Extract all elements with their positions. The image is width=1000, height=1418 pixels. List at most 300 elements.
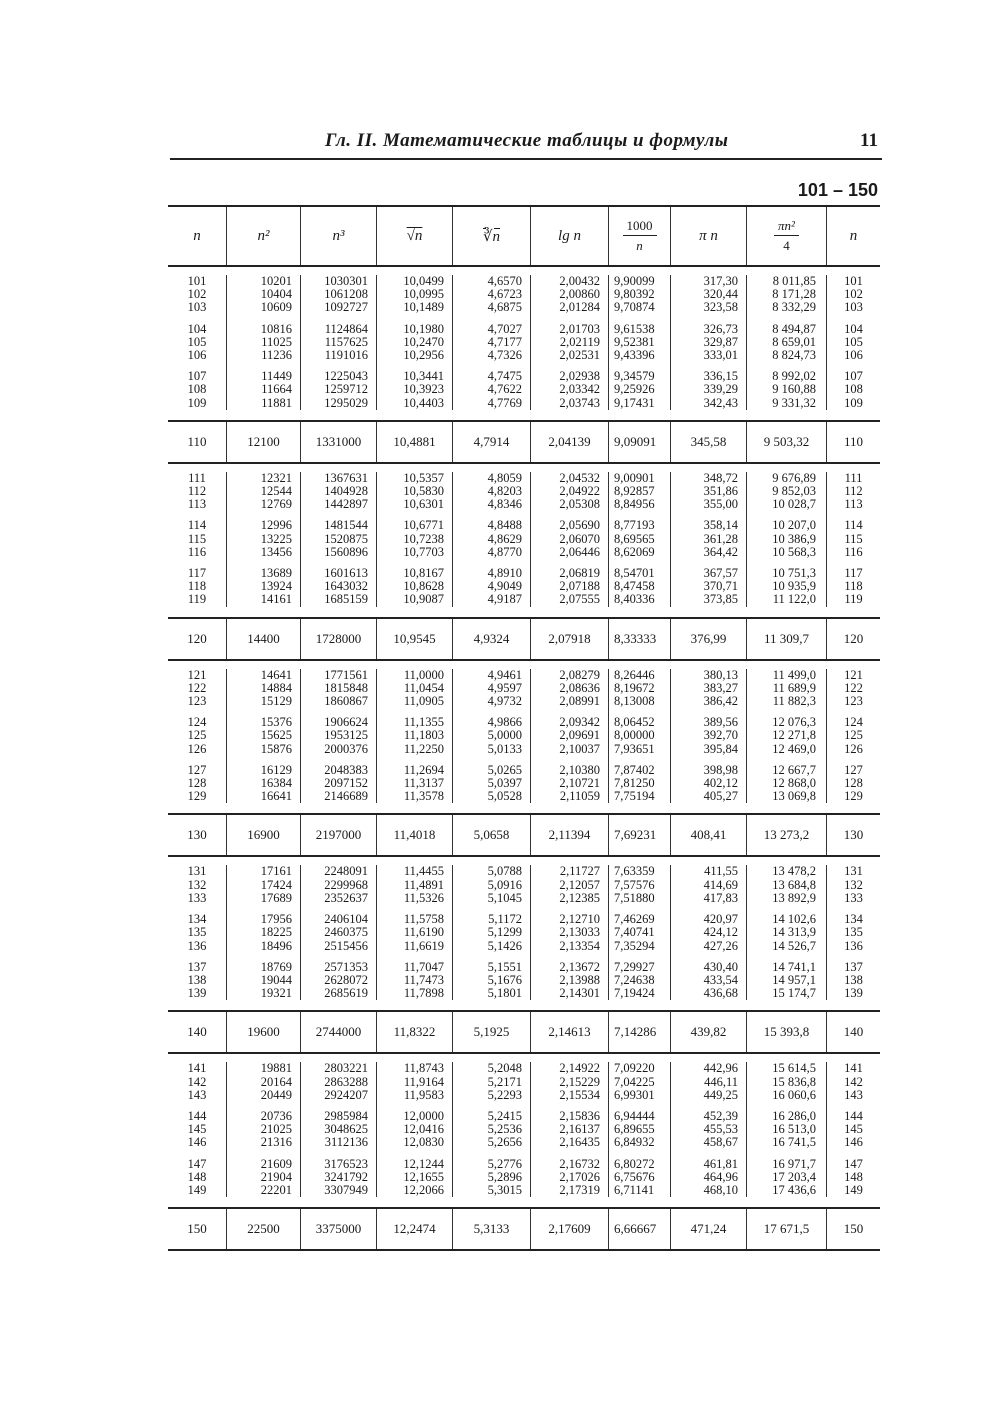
table-cell: 11,7473 — [403, 972, 444, 987]
table-cell: 14 741,1 — [772, 959, 816, 974]
table-cell: 11,8743 — [403, 1061, 444, 1076]
table-cell: 11,1355 — [403, 715, 444, 730]
table-cell: 2,02938 — [559, 369, 600, 384]
table-cell: 2,01703 — [559, 321, 600, 336]
table-cell: 442,96 — [703, 1061, 738, 1076]
table-cell: 109 — [187, 395, 207, 410]
table-cell: 1295029 — [324, 395, 368, 410]
table-cell: 4,8629 — [487, 531, 522, 546]
table-cell: 326,73 — [703, 321, 738, 336]
table-cell: 116 — [187, 544, 207, 559]
table-cell: 118 — [187, 579, 207, 594]
table-cell: 13 069,8 — [772, 789, 816, 804]
table-cell: 10,2470 — [403, 334, 444, 349]
table-cell: 9,43396 — [614, 348, 655, 363]
table-cell: 7,19424 — [614, 986, 655, 1001]
table-cell: 9,90099 — [614, 274, 655, 288]
table-cell: 10,6301 — [403, 497, 444, 512]
table-cell: 2515456 — [324, 938, 368, 953]
table-cell: 4,8346 — [487, 497, 522, 512]
cell-lg: 2,07918 — [530, 619, 608, 659]
table-cell: 12 271,8 — [772, 728, 816, 743]
table-cell: 2,05308 — [559, 497, 600, 512]
table-cell: 11,5326 — [403, 890, 444, 905]
table-cell: 370,71 — [703, 579, 738, 594]
cell-sqrt: 10,4881 — [376, 422, 452, 462]
table-cell: 358,14 — [703, 518, 738, 533]
table-cell: 10,7703 — [403, 544, 444, 559]
table-cell: 1953125 — [324, 728, 368, 743]
table-cell: 128 — [844, 776, 863, 791]
cell-circle-area: 11 309,7 — [746, 619, 826, 659]
table-cell: 2,17319 — [559, 1182, 600, 1197]
table-cell: 141 — [844, 1061, 863, 1076]
table-cell: 5,3015 — [487, 1182, 522, 1197]
table-cell: 16 286,0 — [772, 1108, 816, 1123]
table-cell: 424,12 — [703, 925, 738, 940]
table-row-decade — [168, 1012, 880, 1054]
table-cell: 115 — [844, 531, 863, 546]
cell-sqrt: 11,8322 — [376, 1012, 452, 1052]
table-cell: 133 — [844, 890, 863, 905]
table-cell: 2048383 — [324, 762, 368, 777]
table-cell: 126 — [844, 741, 863, 756]
table-row-group — [168, 661, 880, 816]
table-cell: 8,06452 — [614, 715, 655, 730]
table-cell: 12,2066 — [403, 1182, 444, 1197]
table-cell: 15129 — [260, 694, 292, 709]
table-cell: 10,3923 — [403, 382, 444, 397]
table-cell: 2,08636 — [559, 680, 600, 695]
table-cell: 333,01 — [703, 348, 738, 363]
table-cell: 10201 — [260, 274, 292, 288]
table-cell: 2,13988 — [559, 972, 600, 987]
table-cell: 7,04225 — [614, 1074, 655, 1089]
cell-n-squared: 14400 — [226, 619, 300, 659]
cell-lg: 2,04139 — [530, 422, 608, 462]
table-range: 101 – 150 — [797, 180, 878, 200]
cell-reciprocal: 7,14286 — [608, 1012, 670, 1052]
table-cell: 351,86 — [703, 484, 738, 499]
table-cell: 3307949 — [324, 1182, 368, 1197]
table-cell: 11,3137 — [403, 776, 444, 791]
table-cell: 7,87402 — [614, 762, 655, 777]
table-cell: 2,15229 — [559, 1074, 600, 1089]
table-cell: 18769 — [260, 959, 292, 974]
table-cell: 112 — [844, 484, 863, 499]
table-cell: 104 — [844, 321, 863, 336]
table-cell: 116 — [844, 544, 863, 559]
table-cell: 6,80272 — [614, 1156, 655, 1171]
table-cell: 10,7238 — [403, 531, 444, 546]
table-cell: 5,1426 — [487, 938, 522, 953]
cell-n-column — [168, 275, 226, 410]
table-cell: 146 — [844, 1135, 863, 1150]
table-cell: 1030301 — [324, 274, 368, 288]
table-cell: 103 — [844, 300, 863, 315]
table-cell: 144 — [187, 1108, 207, 1123]
cell-cbrt-column — [452, 472, 530, 607]
table-cell: 5,0528 — [487, 789, 522, 804]
table-cell: 2,12057 — [559, 877, 600, 892]
table-cell: 1860867 — [324, 694, 368, 709]
table-cell: 11236 — [261, 348, 292, 363]
table-cell: 10,1489 — [403, 300, 444, 315]
table-cell: 138 — [844, 972, 863, 987]
table-cell: 4,9461 — [487, 667, 522, 682]
table-cell: 8,69565 — [614, 531, 655, 546]
table-cell: 10,6771 — [403, 518, 444, 533]
table-cell: 2,07555 — [559, 592, 600, 607]
table-cell: 2985984 — [324, 1108, 368, 1123]
cell-lg: 2,17609 — [530, 1209, 608, 1249]
cell-n-cubed: 1728000 — [300, 619, 376, 659]
cell-n-column — [168, 472, 226, 607]
table-cell: 1191016 — [324, 348, 368, 363]
table-cell: 2,04922 — [559, 484, 600, 499]
table-cell: 8,40336 — [614, 592, 655, 607]
table-cell: 4,8059 — [487, 470, 522, 485]
table-cell: 8,00000 — [614, 728, 655, 743]
cell-n-right: 110 — [826, 422, 880, 462]
table-cell: 9,80392 — [614, 287, 655, 302]
table-cell: 16 060,6 — [772, 1087, 816, 1102]
table-cell: 4,9187 — [487, 592, 522, 607]
table-cell: 112 — [187, 484, 207, 499]
table-cell: 9 160,88 — [772, 382, 816, 397]
table-cell: 1124864 — [324, 321, 368, 336]
table-row-group — [168, 1054, 880, 1209]
table-cell: 1906624 — [324, 715, 368, 730]
col-header-sqrt: √n — [376, 207, 452, 265]
table-cell: 143 — [187, 1087, 207, 1102]
table-cell: 124 — [187, 715, 207, 730]
table-cell: 2,02119 — [559, 334, 600, 349]
cell-pi-n-column — [670, 275, 746, 410]
table-cell: 15876 — [260, 741, 292, 756]
table-cell: 131 — [844, 864, 863, 879]
cell-reciprocal: 7,69231 — [608, 815, 670, 855]
table-cell: 11,6190 — [403, 925, 444, 940]
table-cell: 135 — [844, 925, 863, 940]
table-row-group — [168, 857, 880, 1012]
table-cell: 9 331,32 — [772, 395, 816, 410]
table-cell: 3176523 — [324, 1156, 368, 1171]
table-cell: 5,2171 — [487, 1074, 522, 1089]
table-cell: 8,77193 — [614, 518, 655, 533]
table-cell: 111 — [844, 470, 863, 485]
cell-lg: 2,11394 — [530, 815, 608, 855]
table-cell: 2146689 — [324, 789, 368, 804]
table-cell: 127 — [187, 762, 207, 777]
table-cell: 411,55 — [704, 864, 738, 879]
table-cell: 10,9087 — [403, 592, 444, 607]
table-cell: 2,00860 — [559, 287, 600, 302]
table-cell: 17 436,6 — [772, 1182, 816, 1197]
table-cell: 12 868,0 — [772, 776, 816, 791]
table-cell: 11,0905 — [403, 694, 444, 709]
cell-cbrt-column — [452, 1062, 530, 1197]
cell-sqrt-column — [376, 472, 452, 607]
table-cell: 6,89655 — [614, 1122, 655, 1137]
table-cell: 7,09220 — [614, 1061, 655, 1076]
table-cell: 2,11059 — [559, 789, 600, 804]
table-row-decade — [168, 1209, 880, 1251]
table-cell: 5,1676 — [487, 972, 522, 987]
table-cell: 2,14922 — [559, 1061, 600, 1076]
table-cell: 102 — [844, 287, 863, 302]
table-cell: 11,0000 — [403, 667, 444, 682]
table-cell: 16641 — [260, 789, 292, 804]
table-cell: 461,81 — [703, 1156, 738, 1171]
cell-lg-column — [530, 1062, 608, 1197]
table-cell: 12 667,7 — [772, 762, 816, 777]
table-cell: 355,00 — [703, 497, 738, 512]
cell-reciprocal-column — [608, 275, 670, 410]
table-cell: 129 — [187, 789, 207, 804]
table-cell: 405,27 — [703, 789, 738, 804]
table-cell: 10404 — [260, 287, 292, 302]
table-cell: 104 — [187, 321, 207, 336]
table-cell: 11,4455 — [403, 864, 444, 879]
table-cell: 13 892,9 — [772, 890, 816, 905]
table-row-decade — [168, 815, 880, 857]
table-cell: 2299968 — [324, 877, 368, 892]
table-cell: 8 992,02 — [772, 369, 816, 384]
cell-n-right-column — [826, 275, 880, 410]
table-cell: 8 494,87 — [772, 321, 816, 336]
cell-pi-n-column — [670, 865, 746, 1000]
cell-circle-area-column — [746, 275, 826, 410]
table-cell: 121 — [187, 667, 207, 682]
table-cell: 123 — [844, 694, 863, 709]
table-cell: 20164 — [260, 1074, 292, 1089]
cell-pi-n: 345,58 — [670, 422, 746, 462]
table-cell: 21316 — [260, 1135, 292, 1150]
table-cell: 9,52381 — [614, 334, 655, 349]
table-cell: 103 — [187, 300, 207, 315]
table-cell: 2,16137 — [559, 1122, 600, 1137]
table-cell: 2,12710 — [559, 912, 600, 927]
col-header-n-right: n — [826, 207, 880, 265]
table-cell: 2,13354 — [559, 938, 600, 953]
table-cell: 389,56 — [703, 715, 738, 730]
col-header-circle-area: $\frac{\text{πn²}}{4}$ — [746, 207, 826, 265]
table-cell: 2,13033 — [559, 925, 600, 940]
cell-sqrt-column — [376, 275, 452, 410]
table-cell: 11,2250 — [403, 741, 444, 756]
cell-reciprocal-column — [608, 669, 670, 804]
table-cell: 2,03743 — [559, 395, 600, 410]
table-cell: 13 478,2 — [772, 864, 816, 879]
table-cell: 19881 — [260, 1061, 292, 1076]
table-cell: 13 684,8 — [772, 877, 816, 892]
table-cell: 2571353 — [324, 959, 368, 974]
table-cell: 2,10380 — [559, 762, 600, 777]
table-cell: 5,2896 — [487, 1169, 522, 1184]
table-cell: 4,7475 — [487, 369, 522, 384]
table-cell: 11,5758 — [403, 912, 444, 927]
table-cell: 436,68 — [703, 986, 738, 1001]
table-cell: 113 — [844, 497, 863, 512]
table-cell: 11,1803 — [403, 728, 444, 743]
table-cell: 16129 — [260, 762, 292, 777]
cell-reciprocal-column — [608, 472, 670, 607]
table-cell: 8 171,28 — [772, 287, 816, 302]
table-cell: 9,17431 — [614, 395, 655, 410]
table-cell: 10,1980 — [403, 321, 444, 336]
table-cell: 2,09691 — [559, 728, 600, 743]
table-cell: 115 — [187, 531, 207, 546]
table-cell: 137 — [187, 959, 207, 974]
cell-circle-area-column — [746, 865, 826, 1000]
table-cell: 17161 — [260, 864, 292, 879]
cell-lg-column — [530, 865, 608, 1000]
table-cell: 380,13 — [703, 667, 738, 682]
table-cell: 108 — [844, 382, 863, 397]
cell-reciprocal: 8,33333 — [608, 619, 670, 659]
table-cell: 11 122,0 — [772, 592, 816, 607]
table-cell: 373,85 — [703, 592, 738, 607]
table-cell: 8,62069 — [614, 544, 655, 559]
table-cell: 2,06070 — [559, 531, 600, 546]
table-cell: 132 — [187, 877, 207, 892]
table-cell: 13689 — [260, 566, 292, 581]
table-cell: 4,9049 — [487, 579, 522, 594]
table-cell: 149 — [187, 1182, 207, 1197]
cell-circle-area-column — [746, 472, 826, 607]
table-cell: 17 203,4 — [772, 1169, 816, 1184]
table-cell: 12,0830 — [403, 1135, 444, 1150]
table-cell: 14 526,7 — [772, 938, 816, 953]
cell-n-squared-column — [226, 275, 300, 410]
table-cell: 2,06819 — [559, 566, 600, 581]
table-cell: 139 — [187, 986, 207, 1001]
table-cell: 4,7326 — [487, 348, 522, 363]
cell-circle-area: 9 503,32 — [746, 422, 826, 462]
table-cell: 11,2694 — [403, 762, 444, 777]
table-cell: 5,2293 — [487, 1087, 522, 1102]
table-cell: 2000376 — [324, 741, 368, 756]
table-cell: 11,9583 — [403, 1087, 444, 1102]
table-cell: 122 — [844, 680, 863, 695]
table-cell: 10 207,0 — [772, 518, 816, 533]
table-cell: 136 — [844, 938, 863, 953]
cell-sqrt: 10,9545 — [376, 619, 452, 659]
table-cell: 10,8628 — [403, 579, 444, 594]
cell-n-cubed: 1331000 — [300, 422, 376, 462]
table-cell: 430,40 — [703, 959, 738, 974]
cell-cbrt: 4,9324 — [452, 619, 530, 659]
cell-lg-column — [530, 275, 608, 410]
table-cell: 10 386,9 — [772, 531, 816, 546]
table-cell: 11025 — [261, 334, 292, 349]
table-cell: 20449 — [260, 1087, 292, 1102]
cell-pi-n-column — [670, 472, 746, 607]
cell-n-column — [168, 669, 226, 804]
table-cell: 336,15 — [703, 369, 738, 384]
table-cell: 117 — [844, 566, 863, 581]
table-cell: 2,07188 — [559, 579, 600, 594]
table-cell: 101 — [844, 274, 863, 288]
table-cell: 17956 — [260, 912, 292, 927]
table-cell: 458,67 — [703, 1135, 738, 1150]
table-cell: 4,7769 — [487, 395, 522, 410]
table-cell: 2628072 — [324, 972, 368, 987]
table-cell: 135 — [187, 925, 207, 940]
table-cell: 8 332,29 — [772, 300, 816, 315]
cell-n-right: 130 — [826, 815, 880, 855]
table-cell: 127 — [844, 762, 863, 777]
table-cell: 124 — [844, 715, 863, 730]
table-cell: 8 824,73 — [772, 348, 816, 363]
table-cell: 10 568,3 — [772, 544, 816, 559]
table-cell: 10609 — [260, 300, 292, 315]
table-cell: 14161 — [260, 592, 292, 607]
cell-n-squared-column — [226, 669, 300, 804]
table-cell: 147 — [844, 1156, 863, 1171]
table-cell: 136 — [187, 938, 207, 953]
table-cell: 4,7622 — [487, 382, 522, 397]
table-cell: 17424 — [260, 877, 292, 892]
table-cell: 16 971,7 — [772, 1156, 816, 1171]
table-row-decade — [168, 422, 880, 464]
cell-sqrt-column — [376, 1062, 452, 1197]
table-cell: 5,0788 — [487, 864, 522, 879]
cell-n-cubed: 2744000 — [300, 1012, 376, 1052]
table-cell: 107 — [187, 369, 207, 384]
table-cell: 113 — [187, 497, 207, 512]
table-cell: 13456 — [260, 544, 292, 559]
table-cell: 14 313,9 — [772, 925, 816, 940]
table-cell: 15 174,7 — [772, 986, 816, 1001]
table-cell: 2,11727 — [559, 864, 600, 879]
cell-circle-area: 13 273,2 — [746, 815, 826, 855]
table-cell: 2,03342 — [559, 382, 600, 397]
table-cell: 5,0397 — [487, 776, 522, 791]
table-cell: 121 — [844, 667, 863, 682]
table-cell: 5,1801 — [487, 986, 522, 1001]
table-cell: 348,72 — [703, 470, 738, 485]
table-cell: 126 — [187, 741, 207, 756]
table-cell: 129 — [844, 789, 863, 804]
table-cell: 131 — [187, 864, 207, 879]
table-cell: 339,29 — [703, 382, 738, 397]
table-cell: 11,7898 — [403, 986, 444, 1001]
cell-n-squared: 12100 — [226, 422, 300, 462]
table-cell: 118 — [844, 579, 863, 594]
table-cell: 4,6570 — [487, 274, 522, 288]
table-cell: 21904 — [260, 1169, 292, 1184]
table-cell: 138 — [187, 972, 207, 987]
table-cell: 16 513,0 — [772, 1122, 816, 1137]
cell-sqrt: 11,4018 — [376, 815, 452, 855]
table-cell: 1061208 — [324, 287, 368, 302]
table-cell: 114 — [187, 518, 207, 533]
table-cell: 1092727 — [324, 300, 368, 315]
table-cell: 420,97 — [703, 912, 738, 927]
cell-cbrt: 5,0658 — [452, 815, 530, 855]
table-cell: 12544 — [260, 484, 292, 499]
table-cell: 128 — [187, 776, 207, 791]
table-cell: 12,0416 — [403, 1122, 444, 1137]
table-cell: 5,1172 — [488, 912, 522, 927]
table-cell: 455,53 — [703, 1122, 738, 1137]
table-cell: 383,27 — [703, 680, 738, 695]
table-cell: 105 — [844, 334, 863, 349]
table-cell: 320,44 — [703, 287, 738, 302]
table-cell: 2,06446 — [559, 544, 600, 559]
